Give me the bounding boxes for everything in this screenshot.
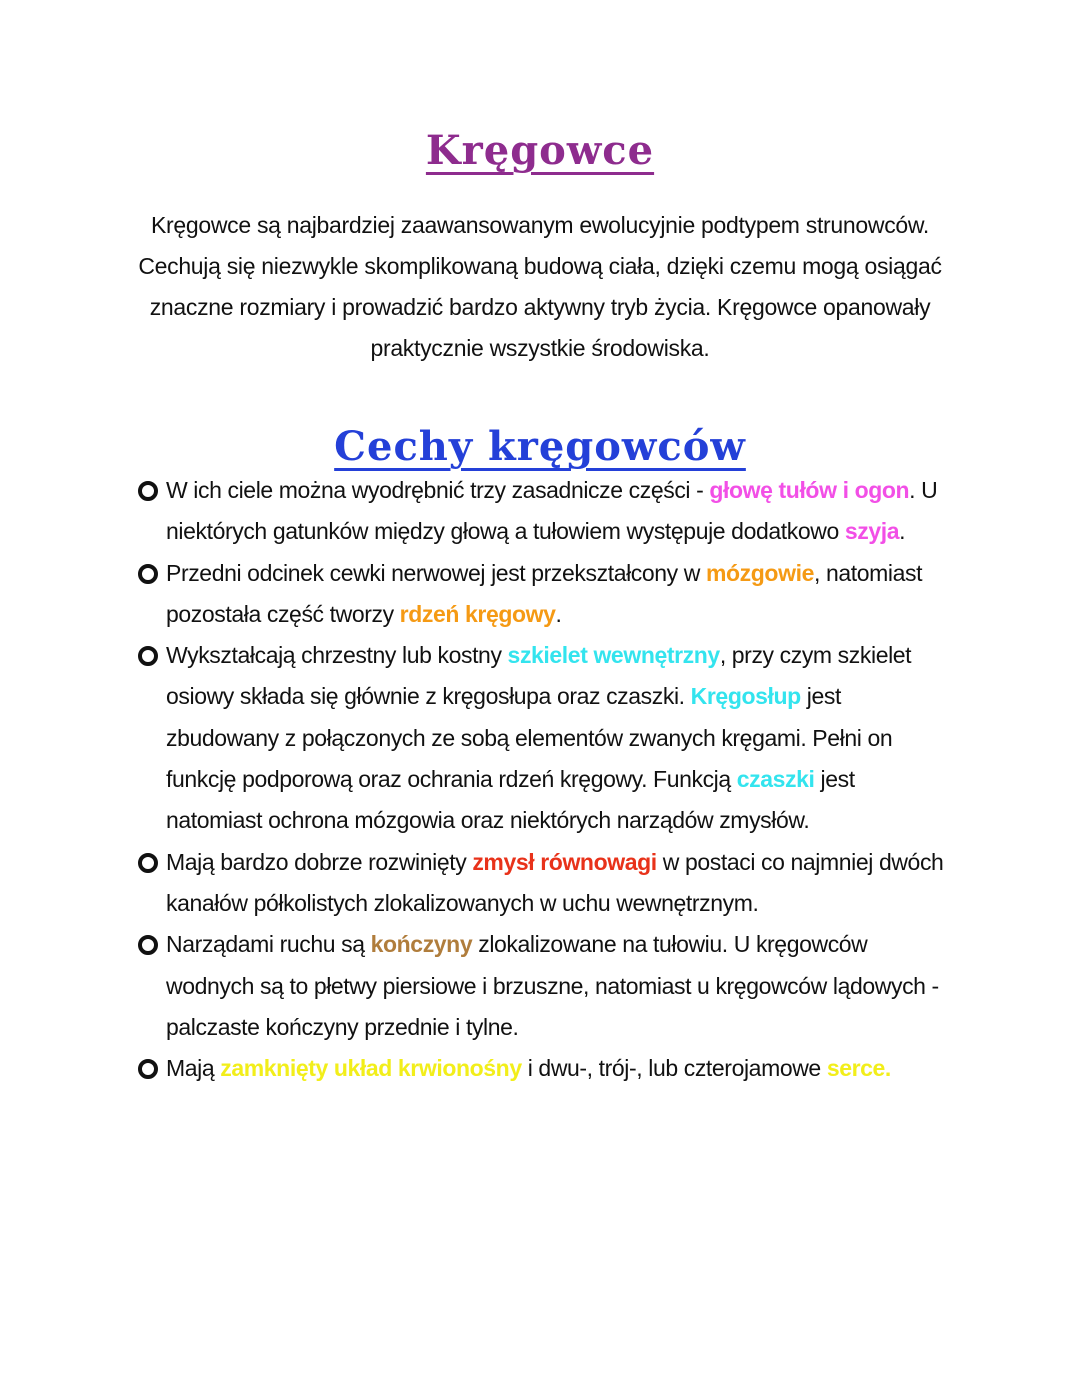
item-text: .: [899, 518, 906, 545]
item-text: Przedni odcinek cewki nerwowej jest przekształcony w: [166, 559, 706, 586]
list-item: [136, 842, 956, 925]
section-title: Cechy kręgowców: [334, 423, 746, 471]
item-text: . U niektórych gatunków między głową a tułowiem występuje dodatkowo: [166, 477, 938, 545]
item-text: i dwu-, trój-, lub czterojamowe: [521, 1055, 827, 1082]
circle-bullet-icon: [138, 564, 158, 584]
highlighted-term: głowę tułów: [709, 477, 837, 503]
highlighted-term: kończyny: [370, 931, 473, 958]
item-text: Mają bardzo dobrze rozwinięty: [166, 848, 473, 875]
item-text: Narządami ruchu są: [166, 931, 371, 958]
item-text: Wykształcają chrzestny lub kostny: [166, 642, 508, 669]
highlighted-term: i: [836, 477, 855, 503]
highlighted-term: rdzeń kręgowy: [399, 600, 556, 627]
item-text: , przy czym szkielet osiowy składa się głównie z kręgosłupa oraz czaszki.: [166, 642, 912, 710]
page-title: Kręgowce: [425, 126, 655, 174]
highlighted-term: czaszki: [736, 766, 815, 793]
item-text: Mają: [166, 1055, 221, 1082]
highlighted-term: Kręgosłup: [690, 683, 801, 710]
item-text: jest zbudowany z połączonych ze sobą elementów zwanych kręgami. Pełni on funkcję podporową oraz ochrania rdzeń kręgowy. Funkcją: [166, 683, 893, 793]
highlighted-term: serce.: [826, 1055, 891, 1082]
highlighted-term: szkielet wewnętrzny: [507, 642, 720, 669]
list-item: [136, 1048, 956, 1089]
highlighted-term: zmysł równowagi: [472, 848, 657, 875]
item-text: w postaci co najmniej dwóch kanałów półkolistych zlokalizowanych w uchu wewnętrznym.: [166, 848, 944, 916]
highlighted-term: zamknięty układ krwionośny: [220, 1055, 522, 1082]
item-text: W ich ciele można wyodrębnić trzy zasadnicze części -: [166, 477, 710, 503]
circle-bullet-icon: [138, 935, 158, 955]
highlighted-term: ogon: [854, 477, 910, 503]
circle-bullet-icon: [138, 1059, 158, 1079]
intro-paragraph: Kręgowce są najbardziej zaawansowanym ewolucyjnie podtypem strunowców. Cechują się niezwykle skomplikowaną budową ciała, dzięki czemu mogą osiągać znaczne rozmiary i prowadzić bardzo aktywny tryb życia. Kręgowce opanowały praktycznie wszystkie środowiska.: [138, 212, 942, 361]
item-text: zlokalizowane na tułowiu. U kręgowców wodnych są to płetwy piersiowe i brzuszne, natomiast u kręgowców lądowych - palczaste kończyny przednie i tylne.: [166, 931, 939, 1040]
circle-bullet-icon: [138, 481, 158, 501]
item-text: .: [555, 600, 562, 627]
features-list: [136, 470, 956, 1089]
highlighted-term: mózgowie: [705, 559, 814, 586]
list-item: [136, 470, 956, 553]
item-text: jest natomiast ochrona mózgowia oraz niektórych narządów zmysłów.: [166, 766, 855, 834]
list-item: [136, 553, 956, 636]
circle-bullet-icon: [138, 646, 158, 666]
item-text: , natomiast pozostała część tworzy: [166, 559, 923, 627]
list-item: [136, 924, 956, 1048]
circle-bullet-icon: [138, 853, 158, 873]
list-item: [136, 635, 956, 841]
highlighted-term: szyja: [844, 518, 900, 545]
